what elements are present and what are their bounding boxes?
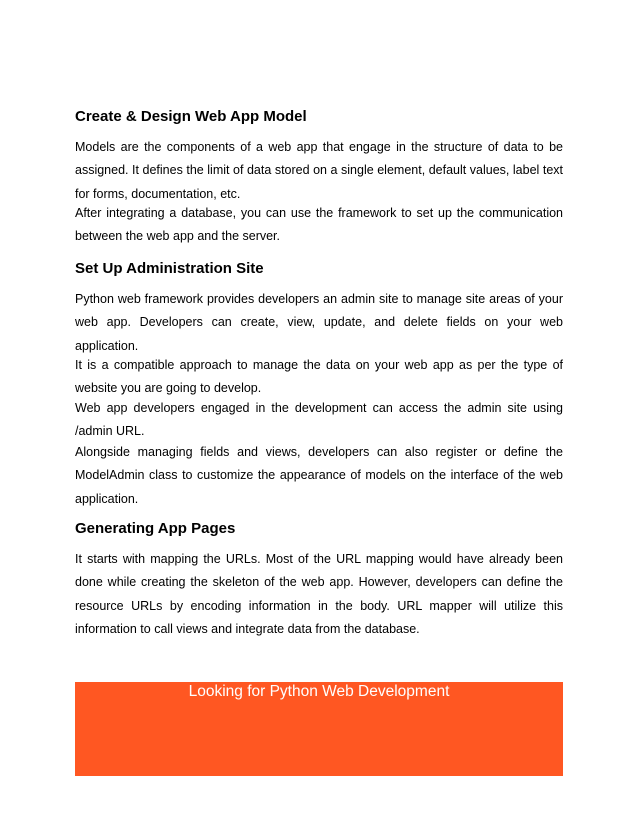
section-heading-web-app-model: Create & Design Web App Model [75, 108, 307, 125]
paragraph: Python web framework provides developers an admin site to manage site areas of your web app. Developers can create, view, update, and delete fields on your web application. [75, 292, 563, 353]
section-heading-app-pages: Generating App Pages [75, 520, 236, 537]
paragraph: Models are the components of a web app that engage in the structure of data to be assigned. It defines the limit of data stored on a single element, default values, label text for forms, documentation, etc. [75, 140, 563, 201]
cta-banner-text[interactable]: Looking for Python Web Development [188, 683, 450, 700]
paragraph: After integrating a database, you can use the framework to set up the communication between the web app and the server. [75, 206, 563, 244]
paragraph: Alongside managing fields and views, developers can also register or define the ModelAdmin class to customize the appearance of models on the interface of the web application. [75, 445, 563, 506]
cta-banner[interactable] [75, 682, 563, 776]
paragraph: It is a compatible approach to manage the data on your web app as per the type of website you are going to develop. [75, 358, 563, 396]
section-heading-administration-site: Set Up Administration Site [75, 260, 264, 277]
paragraph: Web app developers engaged in the development can access the admin site using /admin URL. [75, 401, 563, 439]
paragraph: It starts with mapping the URLs. Most of the URL mapping would have already been done while creating the skeleton of the web app. However, developers can define the resource URLs by encoding information in the body. URL mapper will utilize this information to call views and integrate data from the database. [75, 552, 563, 636]
